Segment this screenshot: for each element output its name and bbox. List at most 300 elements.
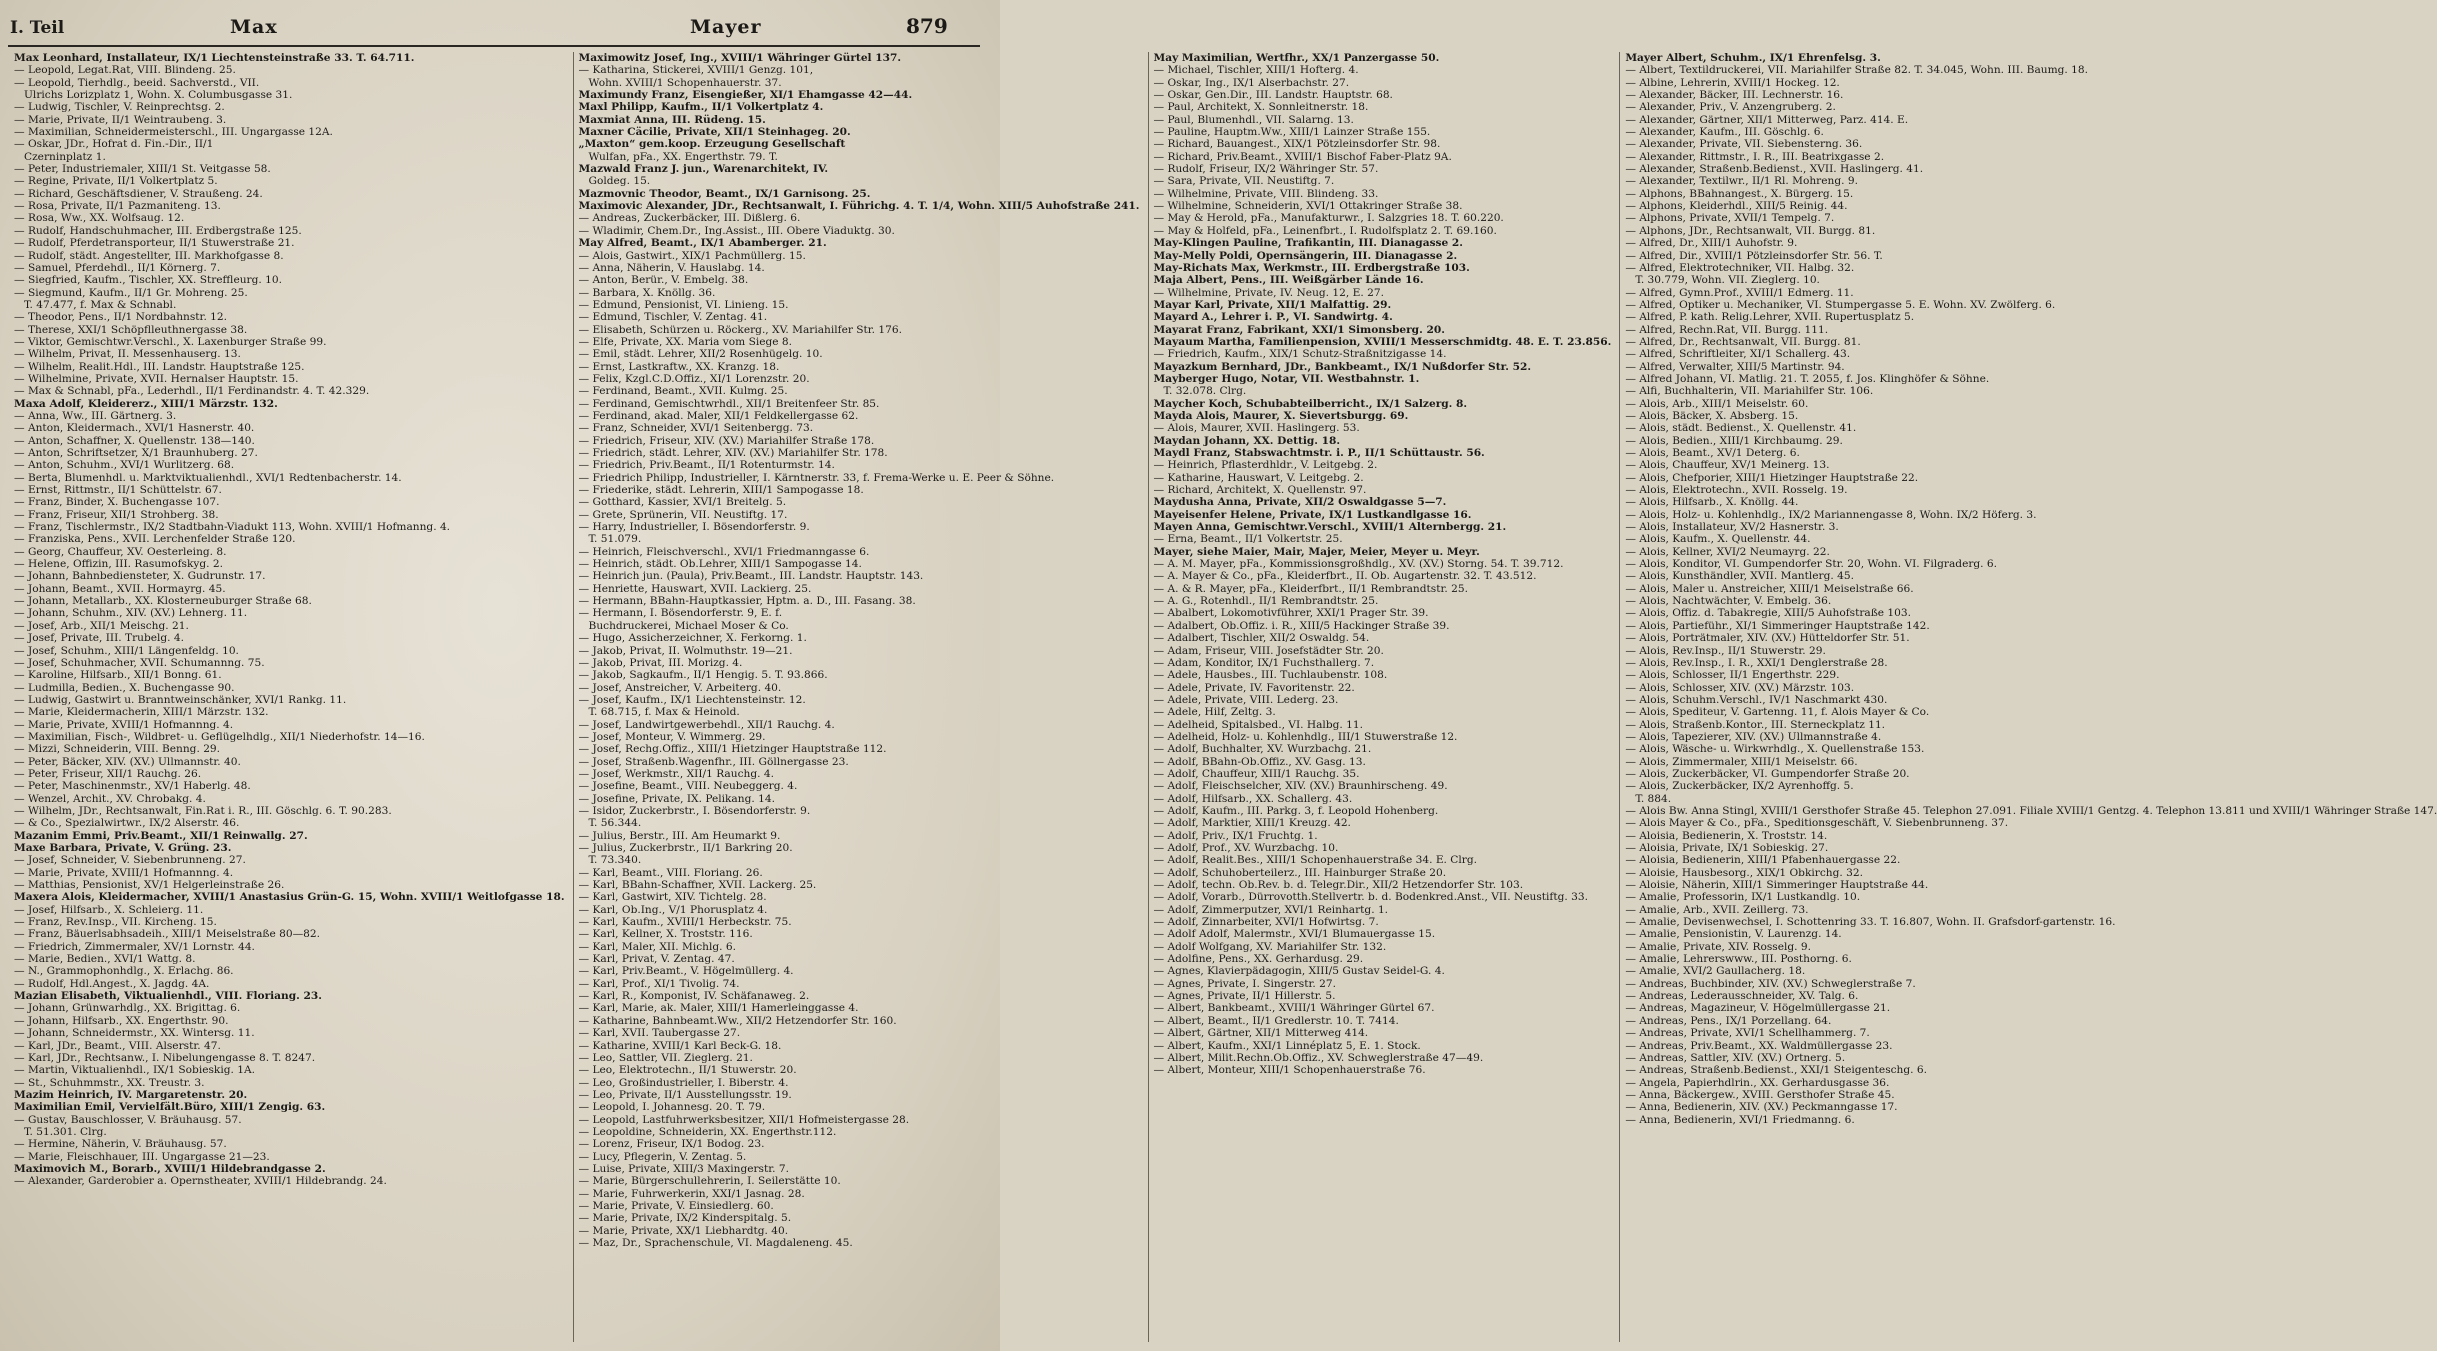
- directory-entry: — Anna, Bäckergew., XVIII. Gersthofer Straße 45.: [1625, 1088, 1895, 1101]
- directory-entry: — Ferdinand, Beamt., XVII. Kulmg. 25.: [578, 385, 788, 398]
- directory-entry: — Karl, Maler, XII. Michlg. 6.: [578, 940, 737, 953]
- directory-entry: Maximovic Alexander, JDr., Rechtsanwalt, I. Führichg. 4. T. 1/4, Wohn. XIII/5 Auhofstraße 241.: [578, 200, 1140, 213]
- directory-entry: — Peter, Industriemaler, XIII/1 St. Veitgasse 58.: [14, 163, 271, 176]
- directory-entry: — Marie, Bedien., XVI/1 Wattg. 8.: [14, 953, 196, 966]
- directory-entry: — Rudolf, Hdl.Angest., X. Jagdg. 4A.: [14, 977, 210, 990]
- directory-entry: — Siegmund, Kaufm., II/1 Gr. Mohreng. 25.: [14, 286, 248, 299]
- directory-entry: Maxner Cäcilie, Private, XII/1 Steinhageg. 20.: [578, 126, 851, 139]
- directory-entry: — Alphons, Private, XVII/1 Tempelg. 7.: [1625, 212, 1835, 225]
- directory-entry: — Adele, Private, IV. Favoritenstr. 22.: [1153, 681, 1355, 694]
- directory-entry: — Agnes, Private, I. Singerstr. 27.: [1153, 977, 1336, 990]
- directory-entry: — Franz, Schneider, XVI/1 Seitenbergg. 73.: [578, 422, 814, 435]
- directory-entry: Mayen Anna, Gemischtwr.Verschl., XVIII/1 Alternbergg. 21.: [1153, 521, 1507, 534]
- directory-entry: May Maximilian, Wertfhr., XX/1 Panzergasse 50.: [1153, 52, 1440, 64]
- directory-entry: Maxl Philipp, Kaufm., II/1 Volkertplatz 4.: [578, 101, 824, 114]
- directory-entry: — Amalie, Professorin, IX/1 Lustkandlg. 10.: [1625, 891, 1861, 904]
- directory-entry: — Alois, Offiz. d. Tabakregie, XIII/5 Auhofstraße 103.: [1625, 607, 1912, 620]
- directory-entry: — Karl, JDr., Rechtsanw., I. Nibelungengasse 8. T. 8247.: [14, 1051, 316, 1064]
- directory-entry: Mazian Elisabeth, Viktualienhdl., VIII. Floriang. 23.: [14, 990, 322, 1003]
- directory-entry: — Aloisie, Hausbesorg., XIX/1 Obkirchg. 32.: [1625, 866, 1863, 879]
- directory-entry: — Jakob, Sagkaufm., II/1 Hengig. 5. T. 93.866.: [578, 669, 828, 682]
- directory-entry: — Katharine, Hauswart, V. Leitgebg. 2.: [1153, 471, 1364, 484]
- directory-entry: — Alois, Spediteur, V. Gartenng. 11, f. Alois Mayer & Co.: [1625, 706, 1930, 719]
- directory-entry: — Johann, Schneidermstr., XX. Wintersg. 11.: [14, 1027, 255, 1040]
- directory-entry: T. 56.344.: [588, 817, 642, 830]
- directory-entry: — Alois, Rev.Insp., I. R., XXI/1 Denglerstraße 28.: [1625, 656, 1888, 669]
- directory-entry: — Heinrich, städt. Ob.Lehrer, XIII/1 Sampogasse 14.: [578, 558, 862, 571]
- directory-entry: May-Richats Max, Werkmstr., III. Erdbergstraße 103.: [1153, 261, 1470, 274]
- directory-entry: — Rosa, Ww., XX. Wolfsaug. 12.: [14, 212, 185, 225]
- directory-entry: — Theodor, Pens., II/1 Nordbahnstr. 12.: [14, 311, 228, 324]
- directory-entry: — Michael, Tischler, XIII/1 Hofterg. 4.: [1153, 64, 1359, 77]
- directory-entry: — Johann, Bahnbediensteter, X. Gudrunstr. 17.: [14, 570, 266, 583]
- directory-entry: — Marie, Private, II/1 Weintraubeng. 3.: [14, 113, 227, 126]
- directory-entry: — May & Herold, pFa., Manufakturwr., I. Salzgries 18. T. 60.220.: [1153, 212, 1504, 225]
- directory-entry: — Leo, Private, II/1 Ausstellungsstr. 19.: [578, 1088, 792, 1101]
- directory-entry: — Adelheid, Spitalsbed., VI. Halbg. 11.: [1153, 718, 1363, 731]
- directory-entry: — Josef, Landwirtgewerbehdl., XII/1 Rauchg. 4.: [578, 718, 835, 731]
- directory-entry: — Alois, Arb., XIII/1 Meiselstr. 60.: [1625, 397, 1809, 410]
- directory-entry: — Samuel, Pferdehdl., II/1 Körnerg. 7.: [14, 261, 221, 274]
- directory-entry: — Friedrich, Zimmermaler, XV/1 Lornstr. 44.: [14, 940, 255, 953]
- part-label: I. Teil: [10, 18, 65, 38]
- directory-entry: — Leopold, Tierhdlg., beeid. Sachverstd., VII.: [14, 76, 260, 89]
- directory-entry: — Alois, Rev.Insp., II/1 Stuwerstr. 29.: [1625, 644, 1826, 657]
- directory-entry: — Josef, Arb., XII/1 Meischg. 21.: [14, 619, 189, 632]
- directory-entry: — Adolf, Priv., IX/1 Fruchtg. 1.: [1153, 829, 1318, 842]
- directory-entry: — N., Grammophonhdlg., X. Erlachg. 86.: [14, 965, 234, 978]
- directory-entry: — Heinrich, Fleischverschl., XVI/1 Friedmanngasse 6.: [578, 545, 870, 558]
- directory-entry: Maxmiat Anna, III. Rüdeng. 15.: [578, 113, 766, 126]
- directory-entry: — Alexander, Textilwr., II/1 Rl. Mohreng. 9.: [1625, 175, 1858, 188]
- directory-entry: Ulrichs Lorizplatz 1, Wohn. X. Columbusgasse 31.: [24, 89, 293, 102]
- directory-entry: — Aloisia, Bedienerin, XIII/1 Pfabenhauergasse 22.: [1625, 854, 1901, 867]
- directory-entry: — Karl, Kellner, X. Troststr. 116.: [578, 928, 753, 941]
- directory-entry: — Friedrich Philipp, Industrieller, I. Kärntnerstr. 33, f. Frema-Werke u. E. Peer & Söhne.: [578, 471, 1055, 484]
- directory-entry: Maximilian Emil, Vervielfält.Büro, XIII/1 Zengig. 63.: [14, 1101, 326, 1114]
- directory-entry: — Ludwig, Tischler, V. Reinprechtsg. 2.: [14, 101, 225, 114]
- directory-entry: — Alois, Kunsthändler, XVII. Mantlerg. 45.: [1625, 570, 1854, 583]
- directory-entry: — Josef, Schneider, V. Siebenbrunneng. 27.: [14, 854, 246, 867]
- directory-entry: — Alfred, Elektrotechniker, VII. Halbg. 32.: [1625, 261, 1855, 274]
- directory-entry: — Adolf, Chauffeur, XIII/1 Rauchg. 35.: [1153, 767, 1360, 780]
- directory-entry: — Agnes, Klavierpädagogin, XIII/5 Gustav Seidel-G. 4.: [1153, 965, 1445, 978]
- directory-entry: — Karl, Prof., XI/1 Tivolig. 74.: [578, 977, 740, 990]
- directory-entry: — Wilhelm, Realit.Hdl., III. Landstr. Hauptstraße 125.: [14, 360, 305, 373]
- directory-entry: — Rudolf, Friseur, IX/2 Währinger Str. 57.: [1153, 163, 1379, 176]
- directory-entry: — Adolf, Schuhoberteilerz., III. Hainburger Straße 20.: [1153, 866, 1447, 879]
- directory-entry: — Adolf, techn. Ob.Rev. b. d. Telegr.Dir., XII/2 Hetzendorfer Str. 103.: [1153, 879, 1524, 892]
- directory-entry: — Josef, Werkmstr., XII/1 Rauchg. 4.: [578, 767, 774, 780]
- directory-entry: — Alexander, Kaufm., III. Göschlg. 6.: [1625, 126, 1824, 139]
- directory-entry: — Hugo, Assicherzeichner, X. Ferkorng. 1.: [578, 632, 807, 645]
- directory-entry: — Albert, Milit.Rechn.Ob.Offiz., XV. Schweglerstraße 47—49.: [1153, 1051, 1484, 1064]
- directory-entry: Mayard A., Lehrer i. P., VI. Sandwirtg. 4.: [1153, 311, 1393, 324]
- directory-entry: — Karl, Kaufm., XVIII/1 Herbeckstr. 75.: [578, 916, 792, 929]
- directory-entry: — Richard, Priv.Beamt., XVIII/1 Bischof Faber-Platz 9A.: [1153, 150, 1452, 163]
- directory-entry: Wohn. XVIII/1 Schopenhauerstr. 37.: [588, 76, 782, 89]
- directory-entry: — Alois, Porträtmaler, XIV. (XV.) Hütteldorfer Str. 51.: [1625, 632, 1910, 645]
- directory-entry: — Albert, Bankbeamt., XVIII/1 Währinger Gürtel 67.: [1153, 1002, 1435, 1015]
- directory-entry: — A. Mayer & Co., pFa., Kleiderfbrt., II. Ob. Augartenstr. 32. T. 43.512.: [1153, 570, 1537, 583]
- directory-entry: — Alois, städt. Bedienst., X. Quellenstr. 41.: [1625, 422, 1857, 435]
- directory-entry: T. 51.079.: [588, 533, 642, 546]
- directory-entry: — Lorenz, Friseur, IX/1 Bodog. 23.: [578, 1138, 765, 1151]
- directory-entry: — Karl, Ob.Ing., V/1 Phorusplatz 4.: [578, 903, 768, 916]
- directory-entry: — Angela, Papierhdlrin., XX. Gerhardusgasse 36.: [1625, 1076, 1890, 1089]
- directory-entry: — Adolf Adolf, Malermstr., XVI/1 Blumauergasse 15.: [1153, 928, 1436, 941]
- directory-entry: — Wladimir, Chem.Dr., Ing.Assist., III. Obere Viaduktg. 30.: [578, 224, 895, 237]
- directory-entry: — Wilhelmine, Private, XVII. Hernalser Hauptstr. 15.: [14, 372, 299, 385]
- directory-entry: — Albert, Textildruckerei, VII. Mariahilfer Straße 82. T. 34.045, Wohn. III. Baumg. 18.: [1625, 64, 2089, 77]
- directory-entry: — Alois, Nachtwächter, V. Embelg. 36.: [1625, 595, 1832, 608]
- directory-entry: — Karl, XVII. Taubergasse 27.: [578, 1027, 741, 1040]
- directory-entry: — Josefine, Private, IX. Pelikang. 14.: [578, 792, 775, 805]
- directory-entry: May-Klingen Pauline, Trafikantin, III. Dianagasse 2.: [1153, 237, 1463, 250]
- directory-entry: — Oskar, JDr., Hofrat d. Fin.-Dir., II/1: [14, 138, 214, 151]
- directory-entry: — Karl, Gastwirt, XIV. Tichtelg. 28.: [578, 891, 767, 904]
- directory-entry: — May & Holfeld, pFa., Leinenfbrt., I. Rudolfsplatz 2. T. 69.160.: [1153, 224, 1497, 237]
- directory-entry: — Barbara, X. Knöllg. 36.: [578, 286, 716, 299]
- directory-entry: — Ferdinand, Gemischtwrhdl., XII/1 Breitenfeer Str. 85.: [578, 397, 880, 410]
- directory-entry: — Adolf Wolfgang, XV. Mariahilfer Str. 132.: [1153, 940, 1387, 953]
- directory-entry: — Anna, Bedienerin, XIV. (XV.) Peckmanngasse 17.: [1625, 1101, 1898, 1114]
- directory-entry: — Richard, Geschäftsdiener, V. Straußeng. 24.: [14, 187, 263, 200]
- directory-entry: Maydl Franz, Stabswachtmstr. i. P., II/1 Schüttaustr. 56.: [1153, 447, 1485, 459]
- directory-entry: — Alfred, Dr., XIII/1 Auhofstr. 9.: [1625, 237, 1798, 250]
- directory-entry: — Alfred, Rechn.Rat, VII. Burgg. 111.: [1625, 323, 1829, 336]
- directory-entry: — Adele, Hausbes., III. Tuchlaubenstr. 108.: [1153, 669, 1388, 682]
- directory-entry: — Marie, Fuhrwerkerin, XXI/1 Jasnag. 28.: [578, 1187, 805, 1200]
- directory-entry: — Johann, Hilfsarb., XX. Engerthstr. 90.: [14, 1014, 229, 1027]
- directory-entry: — Alois, Bedien., XIII/1 Kirchbaumg. 29.: [1625, 434, 1843, 447]
- directory-entry: — Paul, Blumenhdl., VII. Salarng. 13.: [1153, 113, 1354, 126]
- directory-entry: — Alois, Beamt., XV/1 Deterg. 6.: [1625, 447, 1800, 459]
- directory-entry: — Grete, Sprünerin, VII. Neustiftg. 17.: [578, 508, 788, 521]
- directory-entry: — Anna, Näherin, V. Hauslabg. 14.: [578, 261, 765, 274]
- directory-entry: — Oskar, Ing., IX/1 Alserbachstr. 27.: [1153, 76, 1350, 89]
- directory-entry: — Alfred, Dir., XVIII/1 Pötzleinsdorfer Str. 56. T.: [1625, 249, 1883, 262]
- directory-entry: — A. & R. Mayer, pFa., Kleiderfbrt., II/1 Rembrandtstr. 25.: [1153, 582, 1468, 595]
- column-2: [573, 52, 1140, 1342]
- directory-entry: — Andreas, Priv.Beamt., XX. Waldmüllergasse 23.: [1625, 1039, 1893, 1052]
- directory-entry: — A. M. Mayer, pFa., Kommissionsgroßhdlg., XV. (XV.) Storng. 54. T. 39.712.: [1153, 558, 1564, 571]
- directory-entry: — Josef, Straßenb.Wagenfhr., III. Göllnergasse 23.: [578, 755, 849, 768]
- directory-entry: — Regine, Private, II/1 Volkertplatz 5.: [14, 175, 218, 188]
- page-header: [0, 0, 1000, 44]
- directory-entry: — Alphons, BBahnangest., X. Bürgerg. 15.: [1625, 187, 1854, 200]
- directory-entry: — Lucy, Pflegerin, V. Zentag. 5.: [578, 1150, 747, 1163]
- directory-entry: — Heinrich, Pflasterdhldr., V. Leitgebg. 2.: [1153, 459, 1378, 472]
- directory-entry: — Ernst, Rittmstr., II/1 Schüttelstr. 67.: [14, 484, 222, 497]
- directory-entry: T. 30.779, Wohn. VII. Zieglerg. 10.: [1635, 274, 1820, 287]
- directory-entry: — Marie, Bürgerschullehrerin, I. Seilerstätte 10.: [578, 1175, 841, 1188]
- directory-entry: — Marie, Private, IX/2 Kinderspitalg. 5.: [578, 1212, 792, 1225]
- directory-entry: — Adelheid, Holz- u. Kohlenhdlg., III/1 Stuwerstraße 12.: [1153, 730, 1458, 743]
- directory-entry: T. 73.340.: [588, 854, 642, 867]
- directory-entry: — Heinrich jun. (Paula), Priv.Beamt., III. Landstr. Hauptstr. 143.: [578, 570, 924, 583]
- directory-entry: T. 68.715, f. Max & Heinold.: [588, 706, 740, 719]
- directory-entry: — Josef, Rechg.Offiz., XIII/1 Hietzinger Hauptstraße 112.: [578, 743, 887, 756]
- directory-entry: — Franziska, Pens., XVII. Lerchenfelder Straße 120.: [14, 533, 296, 546]
- directory-entry: — Adolf, Realit.Bes., XIII/1 Schopenhauerstraße 34. E. Clrg.: [1153, 854, 1478, 867]
- directory-entry: — Alois, Wäsche- u. Wirkwrhdlg., X. Quellenstraße 153.: [1625, 743, 1925, 756]
- directory-entry: — Adolf, BBahn-Ob.Offiz., XV. Gasg. 13.: [1153, 755, 1366, 768]
- directory-entry: — Ferdinand, akad. Maler, XII/1 Feldkellergasse 62.: [578, 409, 859, 422]
- directory-entry: — Wilhelmine, Private, IV. Neug. 12, E. 27.: [1153, 286, 1384, 299]
- directory-entry: — Alois, Kaufm., X. Quellenstr. 44.: [1625, 533, 1811, 546]
- directory-entry: — Adolf, Hilfsarb., XX. Schallerg. 43.: [1153, 792, 1353, 805]
- directory-entry: — Amalie, Arb., XVII. Zeillerg. 73.: [1625, 903, 1809, 916]
- directory-entry: — Alfred, Verwalter, XIII/5 Martinstr. 94.: [1625, 360, 1845, 373]
- directory-entry: — Marie, Fleischhauer, III. Ungargasse 21—23.: [14, 1150, 270, 1163]
- directory-entry: — Friederike, städt. Lehrerin, XIII/1 Sampogasse 18.: [578, 484, 864, 497]
- directory-entry: — Wilhelm, Privat, II. Messenhauserg. 13.: [14, 348, 241, 361]
- directory-entry: — Alois Bw. Anna Stingl, XVIII/1 Gersthofer Straße 45. Telephon 27.091. Filiale XVIII/1 Gentzg. 4. Telephon 13.811 und XVIII/1 Währinger Straße 147.: [1625, 804, 2437, 817]
- directory-entry: — Amalie, Private, XIV. Rosselg. 9.: [1625, 940, 1811, 953]
- directory-entry: — Alois, Partieführ., XI/1 Simmeringer Hauptstraße 142.: [1625, 619, 1930, 632]
- directory-entry: — Hermann, I. Bösendorferstr. 9, E. f.: [578, 607, 783, 620]
- directory-entry: — Friedrich, städt. Lehrer, XIV. (XV.) Mariahilfer Str. 178.: [578, 447, 888, 459]
- directory-entry: — Alois, Bäcker, X. Absberg. 15.: [1625, 409, 1799, 422]
- directory-entry: — Peter, Bäcker, XIV. (XV.) Ullmannstr. 40.: [14, 755, 241, 768]
- directory-entry: Mayer, siehe Maier, Mair, Majer, Meier, Meyer u. Meyr.: [1153, 545, 1480, 558]
- directory-entry: — Edmund, Pensionist, VI. Linieng. 15.: [578, 298, 789, 311]
- directory-entry: — Alois, Schlosser, XIV. (XV.) Märzstr. 103.: [1625, 681, 1855, 694]
- guide-word-right: Mayer: [690, 16, 762, 38]
- directory-entry: Mayarat Franz, Fabrikant, XXI/1 Simonsberg. 20.: [1153, 323, 1445, 336]
- directory-entry: Mayar Karl, Private, XII/1 Malfattig. 29.: [1153, 298, 1392, 311]
- directory-entry: — Albert, Monteur, XIII/1 Schopenhauerstraße 76.: [1153, 1064, 1426, 1077]
- directory-entry: — Aloisie, Näherin, XIII/1 Simmeringer Hauptstraße 44.: [1625, 879, 1929, 892]
- directory-entry: — Alphons, JDr., Rechtsanwalt, VII. Burgg. 81.: [1625, 224, 1876, 237]
- directory-entry: — Adele, Hilf, Zeltg. 3.: [1153, 706, 1276, 719]
- directory-entry: — Andreas, Buchbinder, XIV. (XV.) Schweglerstraße 7.: [1625, 977, 1916, 990]
- directory-entry: — Wilhelmine, Private, VIII. Blindeng. 33.: [1153, 187, 1379, 200]
- directory-entry: — Alois, Maurer, XVII. Haslingerg. 53.: [1153, 422, 1360, 435]
- directory-entry: — Leopold, I. Johannesg. 20. T. 79.: [578, 1101, 766, 1114]
- directory-entry: — Wilhelmine, Schneiderin, XVI/1 Ottakringer Straße 38.: [1153, 200, 1463, 213]
- directory-entry: — Johann, Schuhm., XIV. (XV.) Lehnerg. 11.: [14, 607, 248, 620]
- entry-columns: [14, 52, 2437, 1342]
- directory-entry: — Leopold, Lastfuhrwerksbesitzer, XII/1 Hofmeistergasse 28.: [578, 1113, 910, 1126]
- directory-entry: — Mizzi, Schneiderin, VIII. Benng. 29.: [14, 743, 221, 756]
- directory-entry: — Oskar, Gen.Dir., III. Landstr. Hauptstr. 68.: [1153, 89, 1393, 102]
- directory-entry: — Adolf, Marktier, XIII/1 Kreuzg. 42.: [1153, 817, 1351, 830]
- directory-entry: Mazanim Emmi, Priv.Beamt., XII/1 Reinwallg. 27.: [14, 829, 308, 842]
- directory-entry: — Adolf, Zinnarbeiter, XVI/1 Hofwirtsg. 7.: [1153, 916, 1379, 929]
- directory-entry: — Franz, Rev.Insp., VII. Kircheng. 15.: [14, 916, 217, 929]
- directory-entry: — Alois, Schuhm.Verschl., IV/1 Naschmarkt 430.: [1625, 693, 1888, 706]
- directory-entry: — Alois, Schlosser, II/1 Engerthstr. 229.: [1625, 669, 1840, 682]
- directory-entry: — Franz, Bäuerlsabhsadeih., XIII/1 Meiselstraße 80—82.: [14, 928, 321, 941]
- directory-entry: — Anna, Ww., III. Gärtnerg. 3.: [14, 409, 177, 422]
- header-rule: [8, 45, 980, 47]
- directory-entry: — Maz, Dr., Sprachenschule, VI. Magdaleneng. 45.: [578, 1237, 853, 1249]
- directory-entry: — Alfred Johann, VI. Matlig. 21. T. 2055, f. Jos. Klinghöfer & Söhne.: [1625, 372, 1990, 385]
- directory-entry: — Karl, Marie, ak. Maler, XIII/1 Hamerleinggasse 4.: [578, 1002, 859, 1015]
- directory-entry: T. 884.: [1635, 792, 1672, 805]
- directory-entry: — Katharina, Stickerei, XVIII/1 Genzg. 101,: [578, 64, 814, 77]
- directory-entry: — Marie, Private, XVIII/1 Hofmannng. 4.: [14, 718, 234, 731]
- directory-entry: — Albert, Beamt., II/1 Gredlerstr. 10. T. 7414.: [1153, 1014, 1399, 1027]
- directory-entry: Maximundy Franz, Eisengießer, XI/1 Ehamgasse 42—44.: [578, 89, 913, 102]
- page-number: 879: [906, 14, 948, 38]
- directory-entry: — Franz, Tischlermstr., IX/2 Stadtbahn-Viadukt 113, Wohn. XVIII/1 Hofmanng. 4.: [14, 521, 451, 534]
- directory-entry: Mayberger Hugo, Notar, VII. Westbahnstr. 1.: [1153, 372, 1420, 385]
- column-1: [14, 52, 565, 1342]
- directory-entry: — Alois Mayer & Co., pFa., Speditionsgeschäft, V. Siebenbrunneng. 37.: [1625, 817, 2009, 830]
- directory-entry: — Karl, BBahn-Schaffner, XVII. Lackerg. 25.: [578, 879, 817, 892]
- directory-entry: — Karl, R., Komponist, IV. Schäfanaweg. 2.: [578, 990, 810, 1003]
- directory-entry: — Josef, Anstreicher, V. Arbeiterg. 40.: [578, 681, 782, 694]
- directory-entry: — Alois, Zimmermaler, XIII/1 Meiselstr. 66.: [1625, 755, 1858, 768]
- directory-entry: Czerninplatz 1.: [24, 150, 106, 163]
- directory-entry: — Adolf, Vorarb., Dürrovotth.Stellvertr. b. d. Bodenkred.Anst., VII. Neustiftg. 33.: [1153, 891, 1588, 904]
- directory-entry: — St., Schuhmmstr., XX. Treustr. 3.: [14, 1076, 205, 1089]
- directory-entry: — Adolf, Fleischselcher, XIV. (XV.) Braunhirscheng. 49.: [1153, 780, 1448, 793]
- directory-entry: Mazwald Franz J. jun., Warenarchitekt, IV.: [578, 163, 829, 176]
- directory-entry: — Martin, Viktualienhdl., IX/1 Sobieskig. 1A.: [14, 1064, 256, 1077]
- directory-entry: — Adolf, Buchhalter, XV. Wurzbachg. 21.: [1153, 743, 1372, 756]
- directory-entry: — Albine, Lehrerin, XVIII/1 Hockeg. 12.: [1625, 76, 1840, 89]
- directory-entry: — Amalie, XVI/2 Gaullacherg. 18.: [1625, 965, 1806, 978]
- directory-entry: T. 51.301. Clrg.: [24, 1125, 107, 1138]
- directory-entry: — Marie, Kleidermacherin, XIII/1 Märzstr. 132.: [14, 706, 269, 719]
- directory-entry: — Alois, Konditor, VI. Gumpendorfer Str. 20, Wohn. VI. Filgraderg. 6.: [1625, 558, 1998, 571]
- directory-entry: — Johann, Beamt., XVII. Hormayrg. 45.: [14, 582, 226, 595]
- directory-entry: — Hermine, Näherin, V. Bräuhausg. 57.: [14, 1138, 227, 1151]
- directory-entry: — Josef, Schuhm., XIII/1 Längenfeldg. 10.: [14, 644, 239, 657]
- directory-entry: — Alois, Installateur, XV/2 Hasnerstr. 3.: [1625, 521, 1839, 534]
- directory-entry: Maycher Koch, Schubabteilberricht., IX/1 Salzerg. 8.: [1153, 397, 1468, 410]
- directory-entry: — Alexander, Private, VII. Siebensterng. 36.: [1625, 138, 1863, 151]
- directory-entry: — Josef, Private, III. Trubelg. 4.: [14, 632, 185, 645]
- directory-entry: Mazim Heinrich, IV. Margaretenstr. 20.: [14, 1088, 248, 1101]
- directory-entry: — Abalbert, Lokomotivführer, XXI/1 Prager Str. 39.: [1153, 607, 1429, 620]
- directory-entry: — Katharine, Bahnbeamt.Ww., XII/2 Hetzendorfer Str. 160.: [578, 1014, 897, 1027]
- directory-entry: — Richard, Bauangest., XIX/1 Pötzleinsdorfer Str. 98.: [1153, 138, 1441, 151]
- directory-entry: — Harry, Industrieller, I. Bösendorferstr. 9.: [578, 521, 810, 534]
- directory-entry: Mayazkum Bernhard, JDr., Bankbeamt., IX/1 Nußdorfer Str. 52.: [1153, 360, 1532, 373]
- directory-entry: — Alfred, Dr., Rechtsanwalt, VII. Burgg. 81.: [1625, 335, 1861, 348]
- directory-entry: — Alphons, Kleiderhdl., XIII/5 Reinig. 44.: [1625, 200, 1848, 213]
- directory-entry: — Katharine, XVIII/1 Karl Beck-G. 18.: [578, 1039, 782, 1052]
- directory-entry: — Andreas, Straßenb.Bedienst., XXI/1 Steigenteschg. 6.: [1625, 1064, 1928, 1077]
- directory-entry: T. 47.477, f. Max & Schnabl.: [24, 298, 177, 311]
- directory-entry: — Alois, Chauffeur, XV/1 Meinerg. 13.: [1625, 459, 1830, 472]
- directory-entry: — Jakob, Privat, II. Wolmuthstr. 19—21.: [578, 644, 793, 657]
- directory-entry: — Anton, Schaffner, X. Quellenstr. 138—140.: [14, 434, 255, 447]
- directory-entry: — Adalbert, Ob.Offiz. i. R., XIII/5 Hackinger Straße 39.: [1153, 619, 1450, 632]
- directory-entry: — Emil, städt. Lehrer, XII/2 Rosenhügelg. 10.: [578, 348, 823, 361]
- directory-entry: Maximovich M., Borarb., XVIII/1 Hildebrandgasse 2.: [14, 1162, 326, 1175]
- directory-entry: — Adam, Friseur, VIII. Josefstädter Str. 20.: [1153, 644, 1384, 657]
- directory-entry: — Alois, Gastwirt., XIX/1 Pachmüllerg. 15.: [578, 249, 806, 262]
- directory-entry: — Leopold, Legat.Rat, VIII. Blindeng. 25.: [14, 64, 236, 77]
- column-3: [1148, 52, 1612, 1342]
- directory-entry: — Alois, Chefporier, XIII/1 Hietzinger Hauptstraße 22.: [1625, 471, 1919, 484]
- directory-entry: — Siegfried, Kaufm., Tischler, XX. Streffleurg. 10.: [14, 274, 282, 287]
- directory-entry: „Maxton“ gem.koop. Erzeugung Gesellschaft: [578, 138, 846, 151]
- directory-entry: — Alexander, Priv., V. Anzengruberg. 2.: [1625, 101, 1836, 114]
- directory-entry: Goldeg. 15.: [588, 175, 651, 188]
- directory-entry: Max Leonhard, Installateur, IX/1 Liechtensteinstraße 33. T. 64.711.: [14, 52, 415, 64]
- directory-entry: — Andreas, Lederausschneider, XV. Talg. 6.: [1625, 990, 1859, 1003]
- directory-entry: — Josef, Kaufm., IX/1 Liechtensteinstr. 12.: [578, 693, 806, 706]
- directory-entry: — Anton, Schuhm., XVI/1 Wurlitzerg. 68.: [14, 459, 235, 472]
- directory-entry: — Adam, Konditor, IX/1 Fuchsthallerg. 7.: [1153, 656, 1375, 669]
- directory-entry: — Aloisia, Bedienerin, X. Troststr. 14.: [1625, 829, 1828, 842]
- directory-entry: — Ludmilla, Bedien., X. Buchengasse 90.: [14, 681, 235, 694]
- directory-entry: — Josef, Hilfsarb., X. Schleierg. 11.: [14, 903, 204, 916]
- directory-entry: — Anton, Schriftsetzer, X/1 Braunhuberg. 27.: [14, 447, 258, 459]
- directory-entry: — Therese, XXI/1 Schöpflleuthnergasse 38.: [14, 323, 248, 336]
- directory-entry: — Amalie, Lehrerswww., III. Posthorng. 6.: [1625, 953, 1852, 966]
- directory-entry: Mayeisenfer Helene, Private, IX/1 Lustkandlgasse 16.: [1153, 508, 1472, 521]
- directory-entry: — Leopoldine, Schneiderin, XX. Engerthstr.112.: [578, 1125, 837, 1138]
- directory-entry: — Adalbert, Tischler, XII/2 Oswaldg. 54.: [1153, 632, 1370, 645]
- directory-entry: — Adolf, Prof., XV. Wurzbachg. 10.: [1153, 842, 1339, 854]
- directory-entry: — Aloisia, Private, IX/1 Sobieskig. 27.: [1625, 842, 1829, 854]
- directory-entry: Maydusha Anna, Private, XII/2 Oswaldgasse 5—7.: [1153, 496, 1447, 509]
- directory-entry: May Alfred, Beamt., IX/1 Abamberger. 21.: [578, 237, 827, 250]
- directory-entry: — Max & Schnabl, pFa., Lederhdl., II/1 Ferdinandstr. 4. T. 42.329.: [14, 385, 370, 398]
- directory-entry: — Anton, Berür., V. Embelg. 38.: [578, 274, 749, 287]
- directory-entry: — Marie, Private, XX/1 Liebhardtg. 40.: [578, 1224, 789, 1237]
- directory-entry: — Richard, Architekt, X. Quellenstr. 97.: [1153, 484, 1367, 497]
- directory-entry: — Peter, Maschinenmstr., XV/1 Haberlg. 48.: [14, 780, 251, 793]
- directory-entry: — Friedrich, Priv.Beamt., II/1 Rotenturmstr. 14.: [578, 459, 835, 472]
- directory-entry: Maximowitz Josef, Ing., XVIII/1 Währinger Gürtel 137.: [578, 52, 902, 64]
- directory-entry: — Rudolf, Pferdetransporteur, II/1 Stuwerstraße 21.: [14, 237, 295, 250]
- directory-entry: Mazmovnic Theodor, Beamt., IX/1 Garnisong. 25.: [578, 187, 871, 200]
- directory-entry: — Marie, Private, V. Einsiedlerg. 60.: [578, 1199, 774, 1212]
- directory-entry: — Karoline, Hilfsarb., XII/1 Bonng. 61.: [14, 669, 222, 682]
- directory-entry: — Andreas, Magazineur, V. Högelmüllergasse 21.: [1625, 1002, 1891, 1015]
- directory-entry: — Andreas, Pens., IX/1 Porzellang. 64.: [1625, 1014, 1832, 1027]
- directory-entry: — Elisabeth, Schürzen u. Röckerg., XV. Mariahilfer Str. 176.: [578, 323, 903, 336]
- directory-entry: — Alexander, Straßenb.Bedienst., XVII. Haslingerg. 41.: [1625, 163, 1924, 176]
- directory-entry: — Leo, Großindustrieller, I. Biberstr. 4.: [578, 1076, 789, 1089]
- directory-entry: — Friedrich, Kaufm., XIX/1 Schutz-Straßnitzigasse 14.: [1153, 348, 1447, 361]
- directory-entry: — Luise, Private, XIII/3 Maxingerstr. 7.: [578, 1162, 789, 1175]
- directory-entry: — Isidor, Zuckerbrstr., I. Bösendorferstr. 9.: [578, 804, 811, 817]
- directory-entry: — Anton, Kleidermach., XVI/1 Hasnerstr. 40.: [14, 422, 255, 435]
- directory-entry: — Leo, Elektrotechn., II/1 Stuwerstr. 20.: [578, 1064, 797, 1077]
- directory-entry: — Amalie, Pensionistin, V. Laurenzg. 14.: [1625, 928, 1842, 941]
- directory-entry: — Alois, Holz- u. Kohlenhdlg., IX/2 Mariannengasse 8, Wohn. IX/2 Höferg. 3.: [1625, 508, 2037, 521]
- directory-entry: — Gustav, Bauschlosser, V. Bräuhausg. 57.: [14, 1113, 242, 1126]
- directory-entry: — Johann, Grünwarhdlg., XX. Brigittag. 6.: [14, 1002, 241, 1015]
- directory-entry: — Franz, Binder, X. Buchengasse 107.: [14, 496, 220, 509]
- column-4: [1619, 52, 2437, 1342]
- directory-entry: Maxa Adolf, Kleidererz., XIII/1 Märzstr. 132.: [14, 397, 278, 410]
- directory-entry: — & Co., Spezialwirtwr., IX/2 Alserstr. 46.: [14, 817, 240, 830]
- directory-entry: — Andreas, Sattler, XIV. (XV.) Ortnerg. 5.: [1625, 1051, 1846, 1064]
- directory-entry: — Wilhelm, JDr., Rechtsanwalt, Fin.Rat i. R., III. Göschlg. 6. T. 90.283.: [14, 804, 392, 817]
- directory-entry: Mayda Alois, Maurer, X. Sievertsburgg. 69.: [1153, 409, 1409, 422]
- directory-entry: — Anna, Bedienerin, XVI/1 Friedmanng. 6.: [1625, 1113, 1855, 1126]
- directory-entry: — Alois, Zuckerbäcker, VI. Gumpendorfer Straße 20.: [1625, 767, 1910, 780]
- directory-entry: — Alois, Zuckerbäcker, IX/2 Ayrenhoffg. 5.: [1625, 780, 1854, 793]
- directory-entry: — Georg, Chauffeur, XV. Oesterleing. 8.: [14, 545, 227, 558]
- directory-entry: — Alfi, Buchhalterin, VII. Mariahilfer Str. 106.: [1625, 385, 1874, 398]
- directory-entry: — Friedrich, Friseur, XIV. (XV.) Mariahilfer Straße 178.: [578, 434, 875, 447]
- directory-entry: — Leo, Sattler, VII. Zieglerg. 21.: [578, 1051, 753, 1064]
- directory-entry: — Wenzel, Archit., XV. Chrobakg. 4.: [14, 792, 206, 805]
- guide-word-left: Max: [230, 16, 278, 38]
